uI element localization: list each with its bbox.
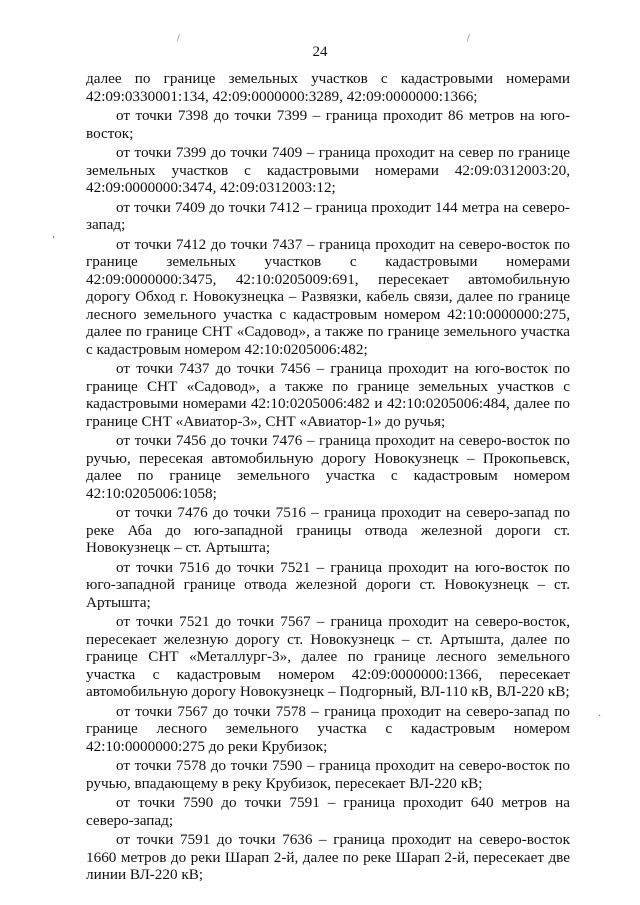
paragraph: от точки 7591 до точки 7636 – граница проходит на северо-восток 1660 метров до реки Шарап 2-й, далее по реке Шарап 2-й, пересекает две линии ВЛ-220 кВ; bbox=[86, 831, 570, 883]
paragraph: от точки 7437 до точки 7456 – граница проходит на юго-восток по границе СНТ «Садовод», а также по границе земельных участков с кадастровыми номерами 42:10:0205006:482 и 42:10:0205006:484, далее по границе СНТ «Авиатор-3», СНТ «Авиатор-1» до ручья; bbox=[86, 360, 570, 430]
paragraph: от точки 7516 до точки 7521 – граница проходит на юго-восток по юго-западной границе отвода железной дороги ст. Новокузнецк – ст. Артышта; bbox=[86, 558, 570, 611]
document-body bbox=[86, 70, 570, 886]
paragraph: от точки 7578 до точки 7590 – граница проходит на северо-восток по ручью, впадающему в реку Крубизок, пересекает ВЛ-220 кВ; bbox=[86, 757, 570, 792]
paragraph: далее по границе земельных участков с кадастровыми номерами 42:09:0330001:134, 42:09:0000000:3289, 42:09:0000000:1366; bbox=[86, 70, 570, 105]
scan-mark: / bbox=[467, 33, 470, 44]
scan-mark: ‚ bbox=[52, 229, 56, 240]
paragraph: от точки 7476 до точки 7516 – граница проходит на северо-запад по реке Аба до юго-западной границы отвода железной дороги ст. Новокузнецк – ст. Артышта; bbox=[86, 504, 570, 556]
paragraph: от точки 7590 до точки 7591 – граница проходит 640 метров на северо-запад; bbox=[86, 794, 570, 829]
paragraph: от точки 7409 до точки 7412 – граница проходит 144 метра на северо-запад; bbox=[86, 198, 570, 233]
paragraph: от точки 7399 до точки 7409 – граница проходит на север по границе земельных участков с кадастровыми номерами 42:09:0312003:20, 42:09:0000000:3474, 42:09:0312003:12; bbox=[86, 144, 570, 196]
paragraph: от точки 7398 до точки 7399 – граница проходит 86 метров на юго-восток; bbox=[86, 107, 570, 142]
paragraph: от точки 7412 до точки 7437 – граница проходит на северо-восток по границе земельных участков с кадастровыми номерами 42:09:0000000:3475, 42:10:0205009:691, пересекает автомобильную дорогу Обход г. Новокузнецка – Развязки, кабель связи, далее по границе лесного земельного участка с кадастровым номером 42:10:0000000:275, далее по границе СНТ «Садовод», а также по границе земельного участка с кадастровым номером 42:10:0205006:482; bbox=[86, 235, 570, 358]
paragraph: от точки 7521 до точки 7567 – граница проходит на северо-восток, пересекает железную дорогу ст. Новокузнецк – ст. Артышта, далее по границе СНТ «Металлург-3», далее по границе лесного земельного участка с кадастровым номером 42:09:0000000:1366, пересекает автомобильную дорогу Новокузнецк – Подгорный, ВЛ-110 кВ, ВЛ-220 кВ; bbox=[86, 613, 570, 700]
page-number: 24 bbox=[312, 44, 328, 60]
paragraph: от точки 7456 до точки 7476 – граница проходит на северо-восток по ручью, пересекая автомобильную дорогу Новокузнецк – Прокопьевск, далее по границе земельного участка с кадастровым номером 42:10:0205006:1058; bbox=[86, 432, 570, 502]
scan-mark: · bbox=[598, 711, 602, 722]
scan-mark: / bbox=[177, 33, 180, 44]
paragraph: от точки 7567 до точки 7578 – граница проходит на северо-запад по границе лесного земельного участка с кадастровым номером 42:10:0000000:275 до реки Крубизок; bbox=[86, 702, 570, 755]
